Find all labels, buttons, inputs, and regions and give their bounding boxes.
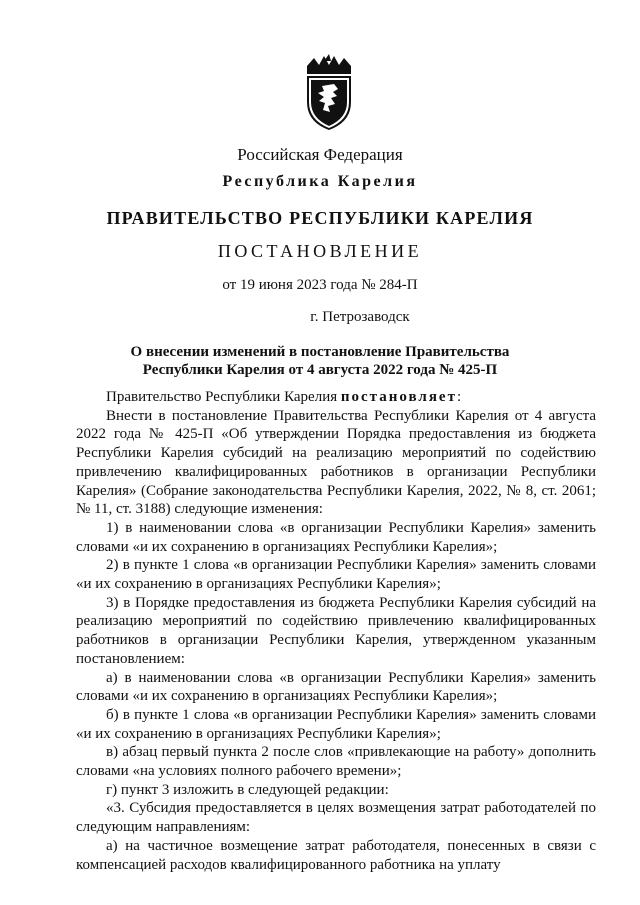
body-paragraph: а) на частичное возмещение затрат работодателя, понесенных в связи с компенсацией расходов квалифицированного работника на уплату: [76, 837, 596, 873]
body-paragraph: 1) в наименовании слова «в организации Республики Карелия» заменить словами «и их сохранению в организациях Республики Карелия»;: [76, 519, 596, 555]
country-name: Российская Федерация: [237, 145, 403, 164]
body-paragraph: а) в наименовании слова «в организации Республики Карелия» заменить словами «и их сохранению в организациях Республики Карелия»;: [76, 669, 596, 705]
body-paragraph: Внести в постановление Правительства Республики Карелия от 4 августа 2022 года № 425-П «Об утверждении Порядка предоставления из бюджета Республики Карелия субсидий на реализацию мероприятий по содействию привлечению квалифицированных работников в организации Республики Карелия» (Собрание законодательства Республики Карелия, 2022, № 8, ст. 2061; № 11, ст. 3188) следующие изменения:: [76, 407, 596, 518]
document-title-line-1: О внесении изменений в постановление Правительства: [130, 344, 510, 360]
document-title: [90, 343, 550, 379]
intro-suffix: :: [456, 389, 462, 405]
karelia-coat-of-arms-icon: [300, 52, 358, 132]
republic-name: Республика Карелия: [222, 173, 418, 190]
document-title-line-2: Республики Карелия от 4 августа 2022 года № 425-П: [142, 362, 498, 378]
intro-verb: постановляет: [340, 389, 457, 405]
document-body: [76, 388, 596, 874]
government-name: ПРАВИТЕЛЬСТВО РЕСПУБЛИКИ КАРЕЛИЯ: [106, 208, 534, 228]
body-paragraph: г) пункт 3 изложить в следующей редакции:: [106, 781, 389, 798]
body-paragraph: 3) в Порядке предоставления из бюджета Республики Карелия субсидий на реализацию мероприятий по содействию привлечению квалифицированных работников в организации Республики Карелия, утвержденном указанным постановлением:: [76, 594, 596, 667]
body-paragraph: в) абзац первый пункта 2 после слов «привлекающие на работу» дополнить словами «на условиях полного рабочего времени»;: [76, 744, 596, 780]
body-paragraph: б) в пункте 1 слова «в организации Республики Карелия» заменить словами «и их сохранению в организациях Республики Карелия»;: [76, 706, 596, 742]
document-date-number: от 19 июня 2023 года № 284-П: [222, 277, 418, 293]
document-city: г. Петрозаводск: [310, 309, 410, 325]
intro-paragraph: [76, 388, 596, 407]
body-paragraph: «3. Субсидия предоставляется в целях возмещения затрат работодателей по следующим направлениям:: [76, 800, 596, 836]
intro-prefix: Правительство Республики Карелия: [106, 389, 341, 405]
body-paragraph: 2) в пункте 1 слова «в организации Республики Карелия» заменить словами «и их сохранению в организациях Республики Карелия»;: [76, 557, 596, 593]
document-type: ПОСТАНОВЛЕНИЕ: [217, 241, 423, 261]
